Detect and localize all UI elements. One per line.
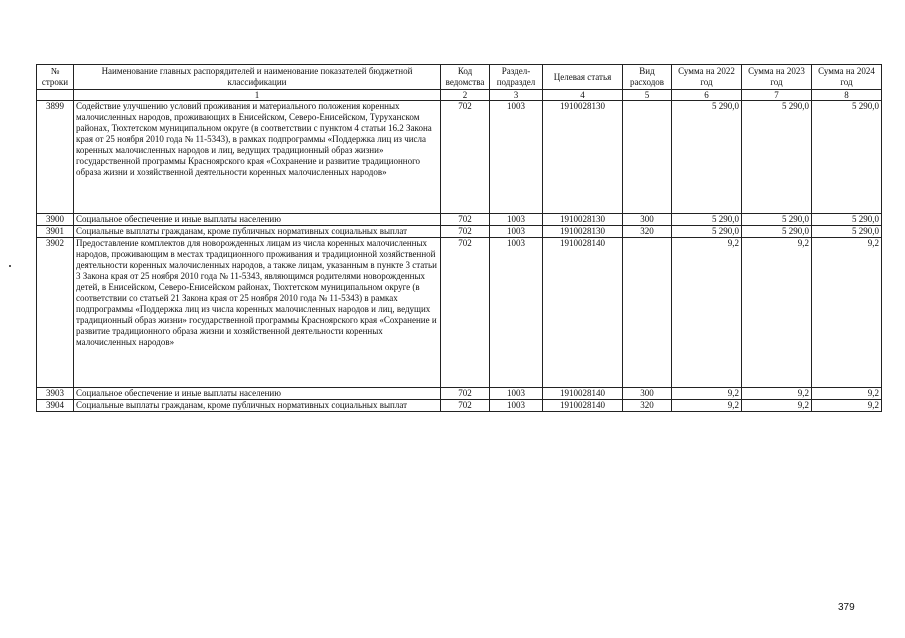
row-sum-2024: 9,2: [812, 388, 882, 400]
row-department-code: 702: [441, 388, 490, 400]
row-name: Содействие улучшению условий проживания и материального положения коренных малочисленных народов, проживающих в Енисейском, Северо-Енисейском, Туруханском районах, Тюхтетском муниципальном округе (в соответствии с пунктом 4 статьи 16.2 Закона края от 25 ноября 2010 года № 11-5343), в рамках подпрограммы «Поддержка лиц из числа коренных малочисленных народов и лиц, ведущих традиционный образ жизни» государственной программы Красноярского края «Сохранение и развитие традиционного образа жизни и хозяйственной деятельности коренных малочисленных народов»: [74, 101, 441, 214]
row-section: 1003: [490, 238, 543, 388]
row-department-code: 702: [441, 101, 490, 214]
table-row: [37, 226, 882, 238]
budget-table: [36, 64, 882, 412]
row-sum-2024: 9,2: [812, 400, 882, 412]
row-section: 1003: [490, 226, 543, 238]
header-row: [37, 65, 882, 90]
budget-table-sheet: [36, 64, 881, 412]
row-department-code: 702: [441, 226, 490, 238]
column-number: 8: [812, 90, 882, 101]
column-number-row: [37, 90, 882, 101]
row-sum-2024: 5 290,0: [812, 226, 882, 238]
row-name: Социальное обеспечение и иные выплаты населению: [74, 214, 441, 226]
row-sum-2022: 5 290,0: [672, 226, 742, 238]
row-target-article: 1910028130: [543, 214, 623, 226]
row-target-article: 1910028140: [543, 400, 623, 412]
row-target-article: 1910028140: [543, 238, 623, 388]
row-expense-type: 320: [623, 226, 672, 238]
table-row: [37, 400, 882, 412]
row-sum-2023: 5 290,0: [742, 226, 812, 238]
row-section: 1003: [490, 388, 543, 400]
row-section: 1003: [490, 101, 543, 214]
row-number: 3904: [37, 400, 74, 412]
row-sum-2022: 9,2: [672, 400, 742, 412]
row-sum-2023: 5 290,0: [742, 214, 812, 226]
row-target-article: 1910028130: [543, 101, 623, 214]
table-row: [37, 101, 882, 214]
row-department-code: 702: [441, 400, 490, 412]
row-sum-2022: 9,2: [672, 388, 742, 400]
column-number: 2: [441, 90, 490, 101]
header-section: Раздел-подраздел: [490, 65, 543, 90]
row-sum-2023: 9,2: [742, 388, 812, 400]
column-number: 5: [623, 90, 672, 101]
column-number: 4: [543, 90, 623, 101]
row-target-article: 1910028130: [543, 226, 623, 238]
row-sum-2024: 9,2: [812, 238, 882, 388]
row-sum-2023: 9,2: [742, 238, 812, 388]
row-expense-type: [623, 238, 672, 388]
column-number: 6: [672, 90, 742, 101]
header-sum-2024: Сумма на 2024 год: [812, 65, 882, 90]
row-section: 1003: [490, 214, 543, 226]
row-expense-type: 300: [623, 214, 672, 226]
row-number: 3901: [37, 226, 74, 238]
row-name: Социальные выплаты гражданам, кроме публичных нормативных социальных выплат: [74, 400, 441, 412]
column-number: [37, 90, 74, 101]
scan-speck: [9, 265, 11, 267]
row-name: Предоставление комплектов для новорожденных лицам из числа коренных малочисленных народов, проживающим в местах традиционного проживания и традиционной хозяйственной деятельности коренных малочисленных народов, а также лицам, указанным в пункте 3 статьи 3 Закона края от 25 ноября 2010 года № 11-5343, являющимся родителями новорожденных детей, в Енисейском, Северо-Енисейском районах, Тюхтетском муниципальном округе (в соответствии со статьей 21 Закона края от 25 ноября 2010 года № 11-5343) в рамках подпрограммы «Поддержка лиц из числа коренных малочисленных народов и лиц, ведущих традиционный образ жизни» государственной программы Красноярского края «Сохранение и развитие традиционного образа жизни и хозяйственной деятельности коренных малочисленных народов»: [74, 238, 441, 388]
row-department-code: 702: [441, 238, 490, 388]
row-name: Социальные выплаты гражданам, кроме публичных нормативных социальных выплат: [74, 226, 441, 238]
row-expense-type: [623, 101, 672, 214]
row-sum-2024: 5 290,0: [812, 214, 882, 226]
row-expense-type: 320: [623, 400, 672, 412]
row-sum-2023: 5 290,0: [742, 101, 812, 214]
row-sum-2024: 5 290,0: [812, 101, 882, 214]
row-number: 3899: [37, 101, 74, 214]
row-name: Социальное обеспечение и иные выплаты населению: [74, 388, 441, 400]
header-sum-2022: Сумма на 2022 год: [672, 65, 742, 90]
column-number: 7: [742, 90, 812, 101]
table-row: [37, 214, 882, 226]
row-expense-type: 300: [623, 388, 672, 400]
table-row: [37, 238, 882, 388]
table-row: [37, 388, 882, 400]
header-name: Наименование главных распорядителей и наименование показателей бюджетной классификации: [74, 65, 441, 90]
header-target-article: Целевая статья: [543, 65, 623, 90]
row-sum-2022: 5 290,0: [672, 214, 742, 226]
row-sum-2022: 5 290,0: [672, 101, 742, 214]
row-department-code: 702: [441, 214, 490, 226]
row-number: 3902: [37, 238, 74, 388]
row-target-article: 1910028140: [543, 388, 623, 400]
row-number: 3900: [37, 214, 74, 226]
header-row-number: № строки: [37, 65, 74, 90]
column-number: 3: [490, 90, 543, 101]
row-number: 3903: [37, 388, 74, 400]
column-number: 1: [74, 90, 441, 101]
row-sum-2023: 9,2: [742, 400, 812, 412]
row-sum-2022: 9,2: [672, 238, 742, 388]
header-sum-2023: Сумма на 2023 год: [742, 65, 812, 90]
header-expense-type: Вид расходов: [623, 65, 672, 90]
row-section: 1003: [490, 400, 543, 412]
header-department-code: Код ведомства: [441, 65, 490, 90]
page-number: 379: [838, 602, 855, 613]
